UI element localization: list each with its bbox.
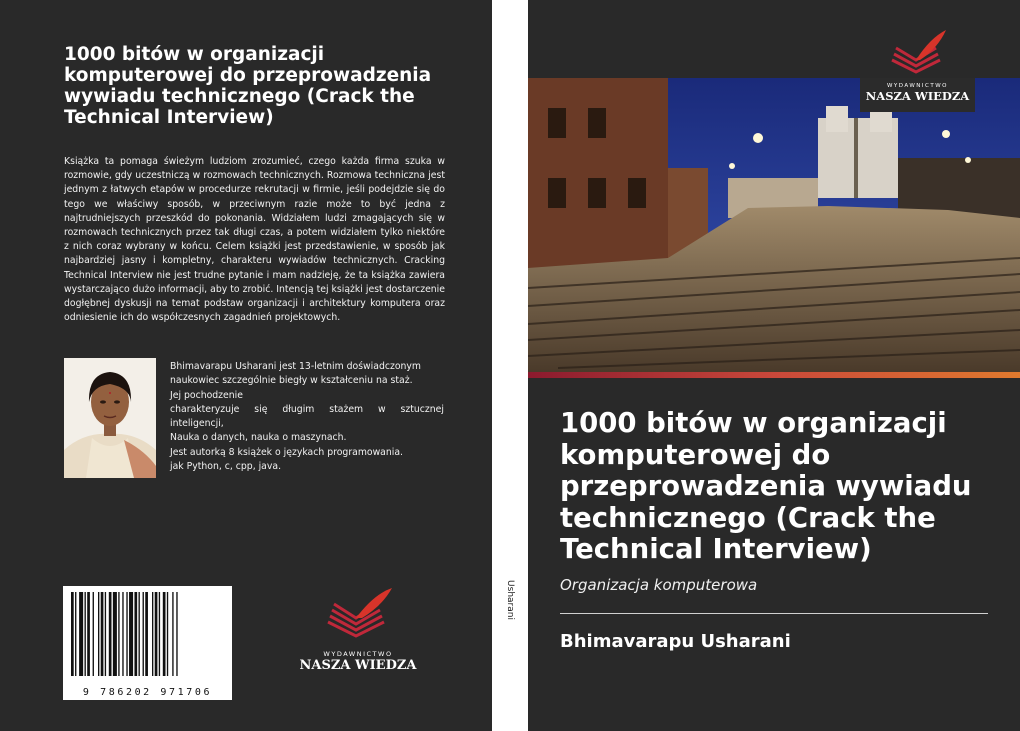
bio-line: Bhimavarapu Usharani jest 13-letnim doświadczonym: [170, 361, 421, 372]
publisher-name: NASZA WIEDZA: [299, 658, 417, 673]
publisher-small-label: WYDAWNICTWO: [886, 83, 949, 89]
back-cover-title: 1000 bitów w organizacji komputerowej do przeprowadzenia wywiadu technicznego (Crack the Technical Interview): [64, 44, 432, 128]
spine-author: Usharani: [505, 580, 515, 620]
bio-line: Jest autorką 8 książek o językach programowania.: [170, 446, 404, 458]
cover-photo: [528, 78, 1020, 372]
accent-stripe: [528, 372, 1020, 378]
publisher-logo-front: [860, 78, 975, 112]
divider: [560, 613, 988, 614]
back-cover: [0, 0, 492, 731]
bio-line: charakteryzuje się długim stażem w sztucznej: [170, 403, 444, 415]
bio-line: Nauka o danych, nauka o maszynach.: [170, 432, 347, 444]
isbn-barcode: [63, 586, 232, 700]
bio-line: jak Python, c, cpp, java.: [170, 461, 282, 473]
front-cover-author: Bhimavarapu Usharani: [560, 631, 791, 652]
book-feather-icon: [888, 28, 948, 80]
spine: [492, 0, 528, 731]
bio-line: Jej pochodzenie: [170, 389, 243, 401]
isbn-number: 9 786202 971706: [82, 687, 213, 698]
barcode-bars: [63, 586, 232, 682]
front-cover-title: 1000 bitów w organizacji komputerowej do przeprowadzenia wywiadu technicznego (Crack the Technical Interview): [560, 407, 972, 565]
back-cover-description: Książka ta pomaga świeżym ludziom zrozumieć, czego każda firma szuka w rozmowie, gdy uczestniczą w rozmowach technicznych. Rozmowa techniczna jest jednym z łatwych etapów w procedurze rekrutacji w firmie, jeśli podejdzie się do tego we właściwy sposób, w przeciwnym razie może to być jedna z najtrudniejszych przeszkód do pokonania. Widziałem ludzi zmagających się w rozmowach technicznych przez tak długi czas, a potem widziałem tylko niektóre z nich coraz wybrany w końcu. Celem książki jest przedstawienie, w sposób jak najbardziej jasny i kompletny, charakteru wywiadów technicznych. Cracking Technical Interview nie jest trudne pytanie i mam nadzieję, że ta książka zawiera wystarczająco dużo informacji, aby to zrobić. Intencją tej książki jest dostarczenie dogłębnej dyskusji na temat podstaw organizacji i architektury komputera oraz odniesienie ich do współczesnych zagadnień projektowych.: [64, 156, 445, 324]
front-cover: [528, 0, 1020, 731]
publisher-logo-back: [296, 584, 420, 684]
bio-line: naukowiec szczególnie biegły w kształceniu na staż.: [170, 375, 413, 387]
book-feather-icon: [296, 584, 420, 646]
bio-line: inteligencji,: [170, 418, 224, 430]
author-photo: [64, 358, 156, 478]
publisher-small-label: WYDAWNICTWO: [323, 650, 393, 658]
author-bio: [170, 360, 444, 474]
publisher-name: NASZA WIEDZA: [865, 89, 970, 103]
front-cover-subtitle: Organizacja komputerowa: [560, 576, 758, 594]
